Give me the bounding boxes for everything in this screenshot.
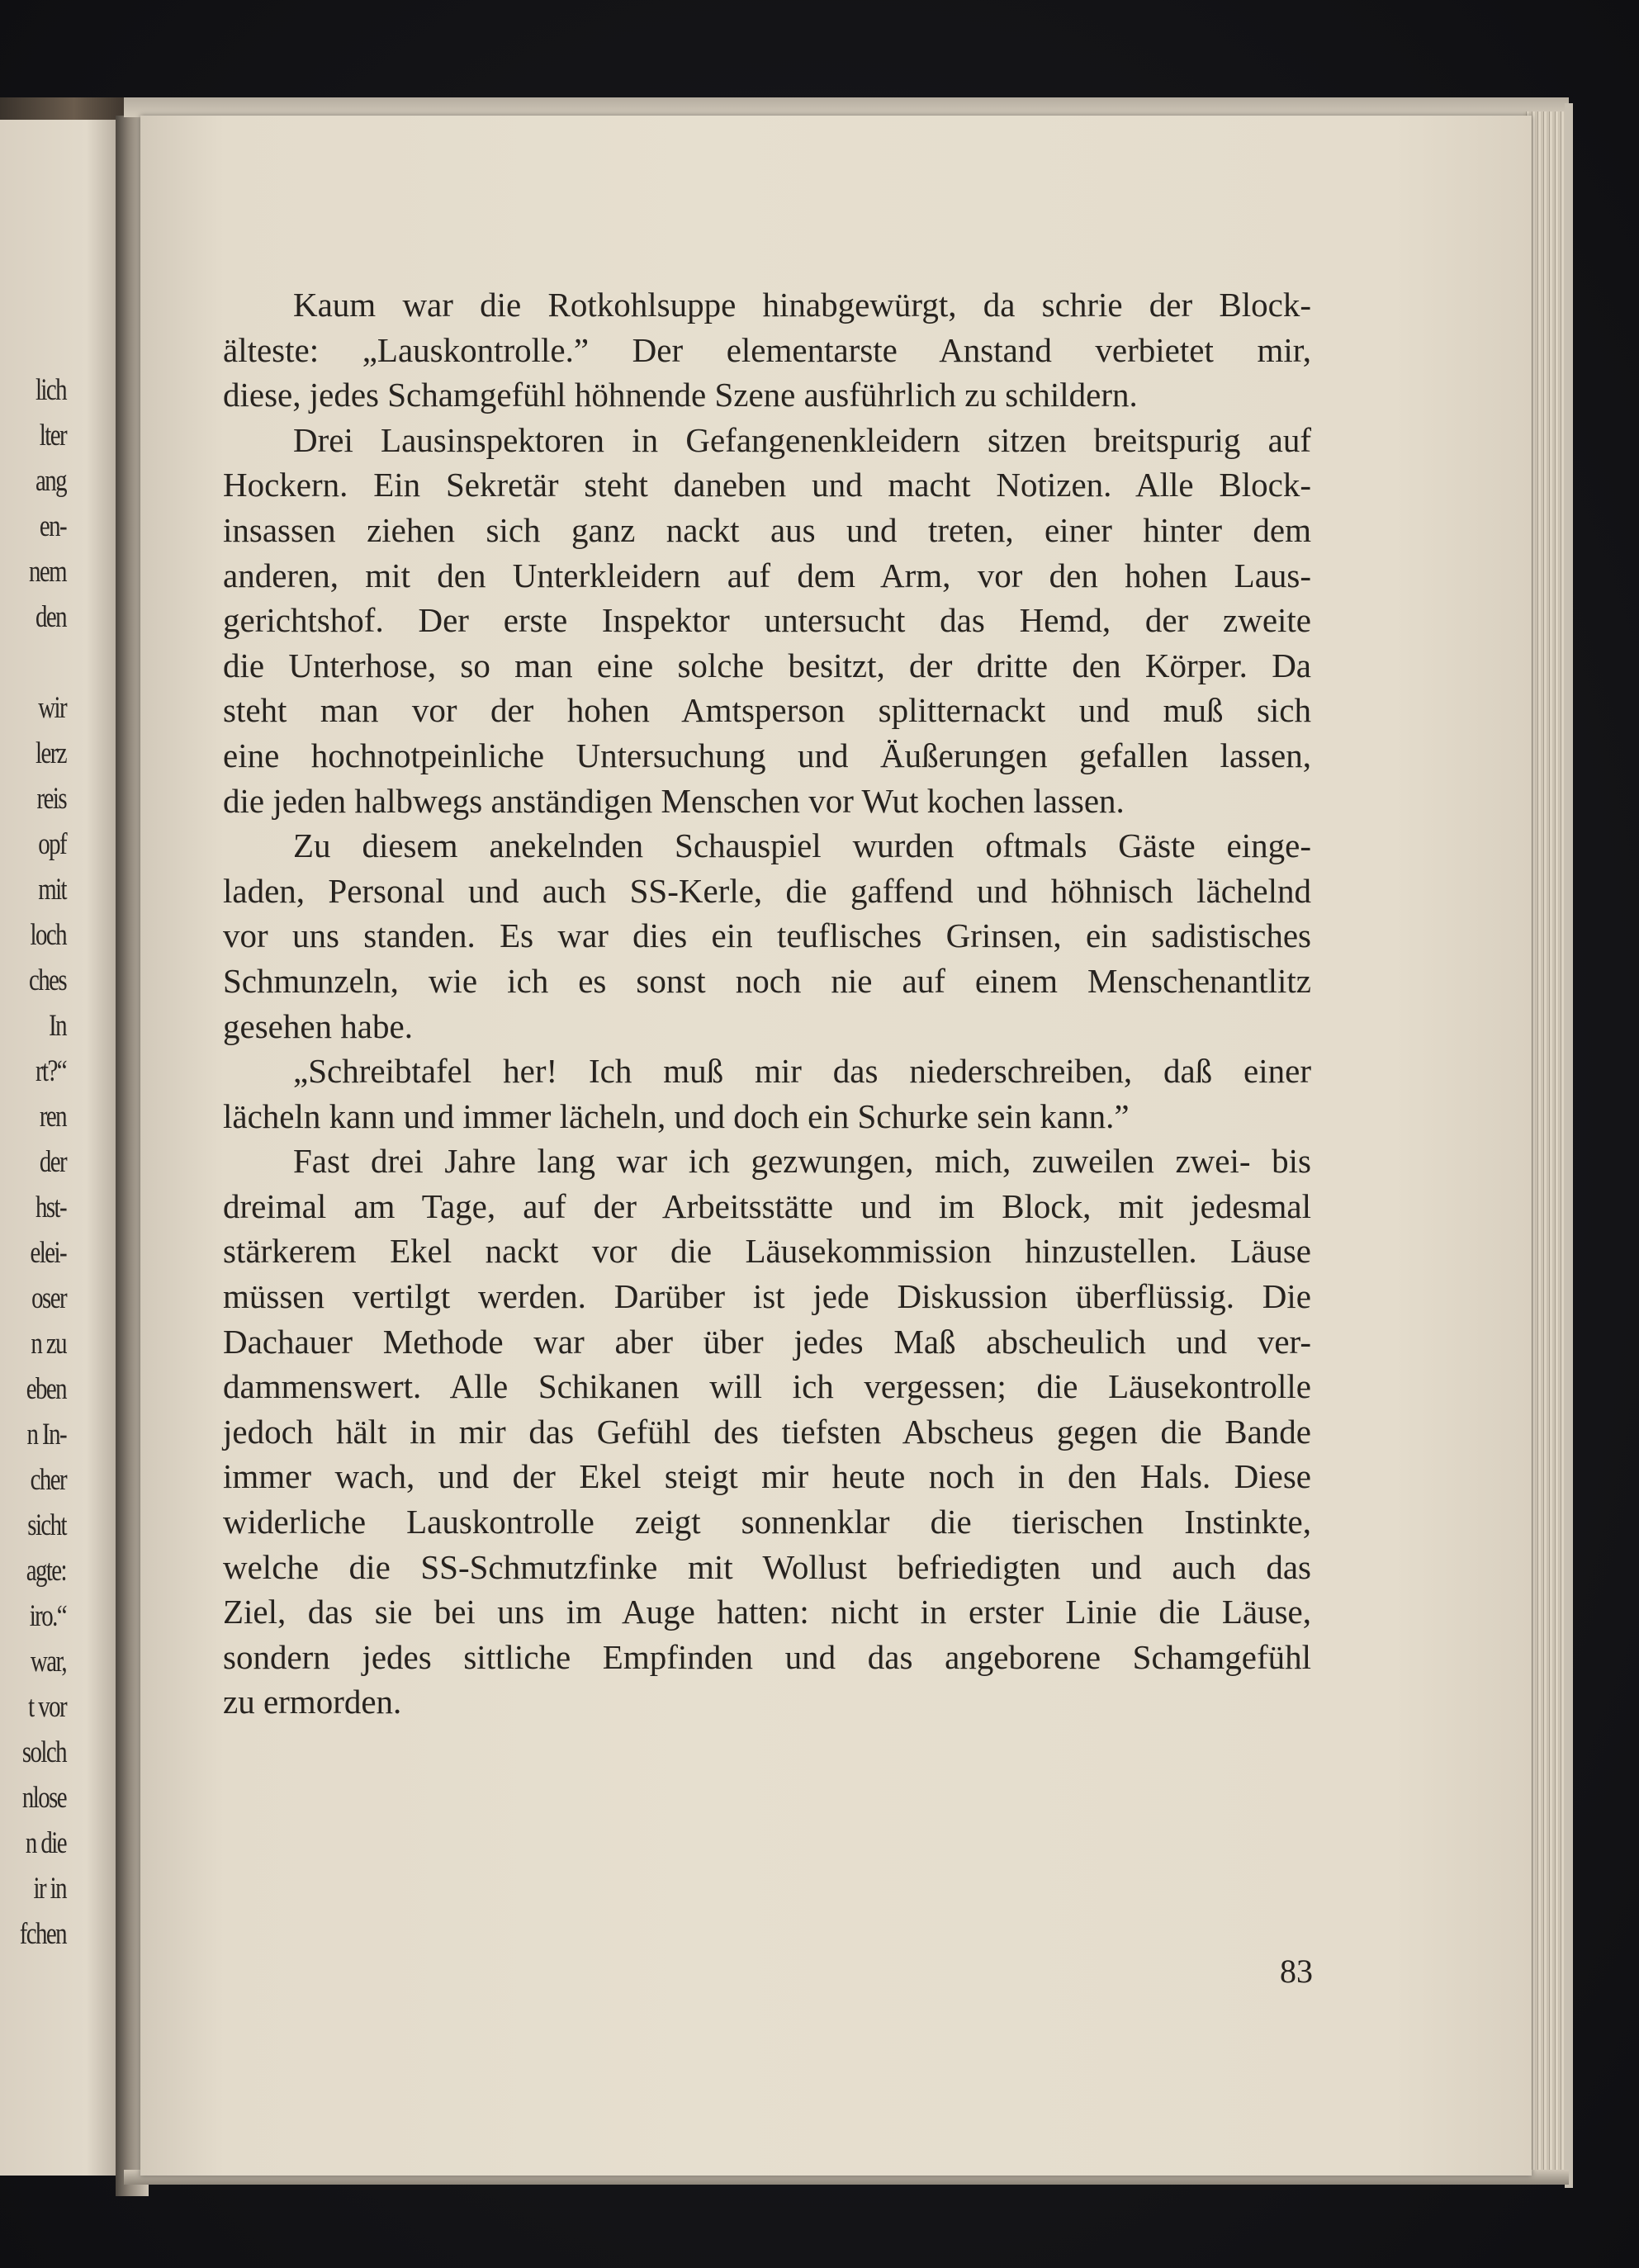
previous-page-fragment: fchen xyxy=(19,1917,66,1951)
text-line: Ziel, das sie bei uns im Auge hatten: nicht in erster Linie die Läuse, xyxy=(223,1593,1311,1631)
previous-page-fragment: opf xyxy=(38,827,66,861)
previous-page-fragment: den xyxy=(35,600,66,634)
text-line: „Schreibtafel her! Ich muß mir das niederschreiben, daß einer xyxy=(293,1052,1311,1091)
text-line: Hockern. Ein Sekretär steht daneben und macht Notizen. Alle Block- xyxy=(223,466,1311,504)
text-line: laden, Personal und auch SS-Kerle, die gaffend und höhnisch lächelnd xyxy=(223,871,1311,910)
text-line: dreimal am Tage, auf der Arbeitsstätte und im Block, mit jedesmal xyxy=(223,1186,1311,1225)
previous-page-fragment: war, xyxy=(30,1645,66,1679)
text-line: stärkerem Ekel nackt vor die Läusekommission hinzustellen. Läuse xyxy=(223,1232,1311,1271)
previous-page-fragment xyxy=(15,640,66,685)
text-line: immer wach, und der Ekel steigt mir heute noch in den Hals. Diese xyxy=(223,1457,1311,1496)
text-line: dammenswert. Alle Schikanen will ich vergessen; die Läusekontrolle xyxy=(223,1367,1311,1406)
cover-right-edge xyxy=(1565,103,1573,2188)
previous-page-fragment: sicht xyxy=(27,1508,66,1542)
previous-page-fragment: eben xyxy=(26,1372,67,1406)
text-line: Zu diesem anekelnden Schauspiel wurden oftmals Gäste einge- xyxy=(293,826,1311,865)
text-line: steht man vor der hohen Amtsperson splitternackt und muß sich xyxy=(223,691,1311,730)
text-line: insassen ziehen sich ganz nackt aus und treten, einer hinter dem xyxy=(223,510,1311,549)
text-line: Dachauer Methode war aber über jedes Maß abscheulich und ver- xyxy=(223,1322,1311,1361)
previous-page-fragment: n die xyxy=(25,1826,66,1860)
text-line: älteste: „Lauskontrolle.” Der elementarste Anstand verbietet mir, xyxy=(223,330,1311,369)
previous-page-fragment: der xyxy=(39,1145,66,1179)
previous-page-fragment: ches xyxy=(28,964,66,997)
text-line: Schmunzeln, wie ich es sonst noch nie auf einem Menschenantlitz xyxy=(223,961,1311,1000)
previous-page-fragment: mit xyxy=(38,873,66,907)
text-line: Drei Lausinspektoren in Gefangenenkleidern sitzen breitspurig auf xyxy=(293,420,1311,459)
text-line: diese, jedes Schamgefühl höhnende Szene ausführlich zu schildern. xyxy=(223,376,1138,414)
text-line: zu ermorden. xyxy=(223,1683,402,1721)
previous-page-fragment: In xyxy=(49,1009,66,1043)
previous-page-text-fragments xyxy=(15,367,66,1957)
previous-page-fragment: lich xyxy=(35,373,66,407)
previous-page-fragment: hst- xyxy=(35,1191,66,1224)
previous-page-fragment: n In- xyxy=(26,1418,66,1451)
previous-page-fragment: wir xyxy=(38,691,66,725)
page-body-text xyxy=(223,282,1311,1725)
text-line: Fast drei Jahre lang war ich gezwungen, mich, zuweilen zwei- bis xyxy=(293,1142,1311,1181)
previous-page-fragment: lerz xyxy=(35,736,66,770)
text-line: sondern jedes sittliche Empfinden und das angeborene Schamgefühl xyxy=(223,1637,1311,1676)
previous-page xyxy=(0,120,124,2176)
previous-page-fragment: n zu xyxy=(31,1327,66,1361)
text-line: lächeln kann und immer lächeln, und doch ein Schurke sein kann.” xyxy=(223,1096,1130,1135)
text-line: die Unterhose, so man eine solche besitzt, der dritte den Körper. Da xyxy=(223,646,1311,684)
text-line: anderen, mit den Unterkleidern auf dem Arm, vor den hohen Laus- xyxy=(223,556,1311,594)
previous-page-fragment: t vor xyxy=(28,1690,66,1724)
previous-page-fragment: cher xyxy=(30,1463,66,1497)
text-line: gerichtshof. Der erste Inspektor untersucht das Hemd, der zweite xyxy=(223,601,1311,640)
text-line: Kaum war die Rotkohlsuppe hinabgewürgt, da schrie der Block- xyxy=(293,286,1311,324)
text-line: die jeden halbwegs anständigen Menschen vor Wut kochen lassen. xyxy=(223,781,1125,820)
text-line: eine hochnotpeinliche Untersuchung und Äußerungen gefallen lassen, xyxy=(223,736,1311,774)
text-line: widerliche Lauskontrolle zeigt sonnenklar die tierischen Instinkte, xyxy=(223,1503,1311,1541)
text-line: müssen vertilgt werden. Darüber ist jede Diskussion überflüssig. Die xyxy=(223,1277,1311,1316)
previous-page-fragment: solch xyxy=(21,1735,67,1769)
previous-page-fragment: reis xyxy=(36,782,66,816)
text-line: gesehen habe. xyxy=(223,1006,413,1045)
previous-page-fragment: ir in xyxy=(33,1872,66,1906)
previous-page-fragment: rt?“ xyxy=(35,1054,66,1088)
text-line: welche die SS-Schmutzfinke mit Wollust befriedigten und auch das xyxy=(223,1547,1311,1586)
previous-page-fragment: ren xyxy=(39,1100,66,1134)
text-line: vor uns standen. Es war dies ein teuflisches Grinsen, ein sadistisches xyxy=(223,916,1311,955)
page-number: 83 xyxy=(1280,1953,1313,1990)
previous-page-fragment: agte: xyxy=(26,1554,66,1588)
previous-page-fragment: oser xyxy=(31,1281,66,1315)
previous-page-fragment: nem xyxy=(28,555,66,589)
previous-page-fragment: en- xyxy=(39,509,66,543)
previous-page-fragment: ang xyxy=(35,464,66,498)
previous-page-fragment: nlose xyxy=(21,1781,67,1815)
previous-page-fragment: iro.“ xyxy=(29,1599,66,1633)
text-line: jedoch hält in mir das Gefühl des tiefsten Abscheus gegen die Bande xyxy=(223,1412,1311,1451)
cover-top-edge xyxy=(124,97,1569,117)
previous-page-fragment: elei- xyxy=(30,1236,66,1270)
previous-page-fragment: loch xyxy=(30,918,66,952)
previous-page-fragment: lter xyxy=(39,419,66,452)
